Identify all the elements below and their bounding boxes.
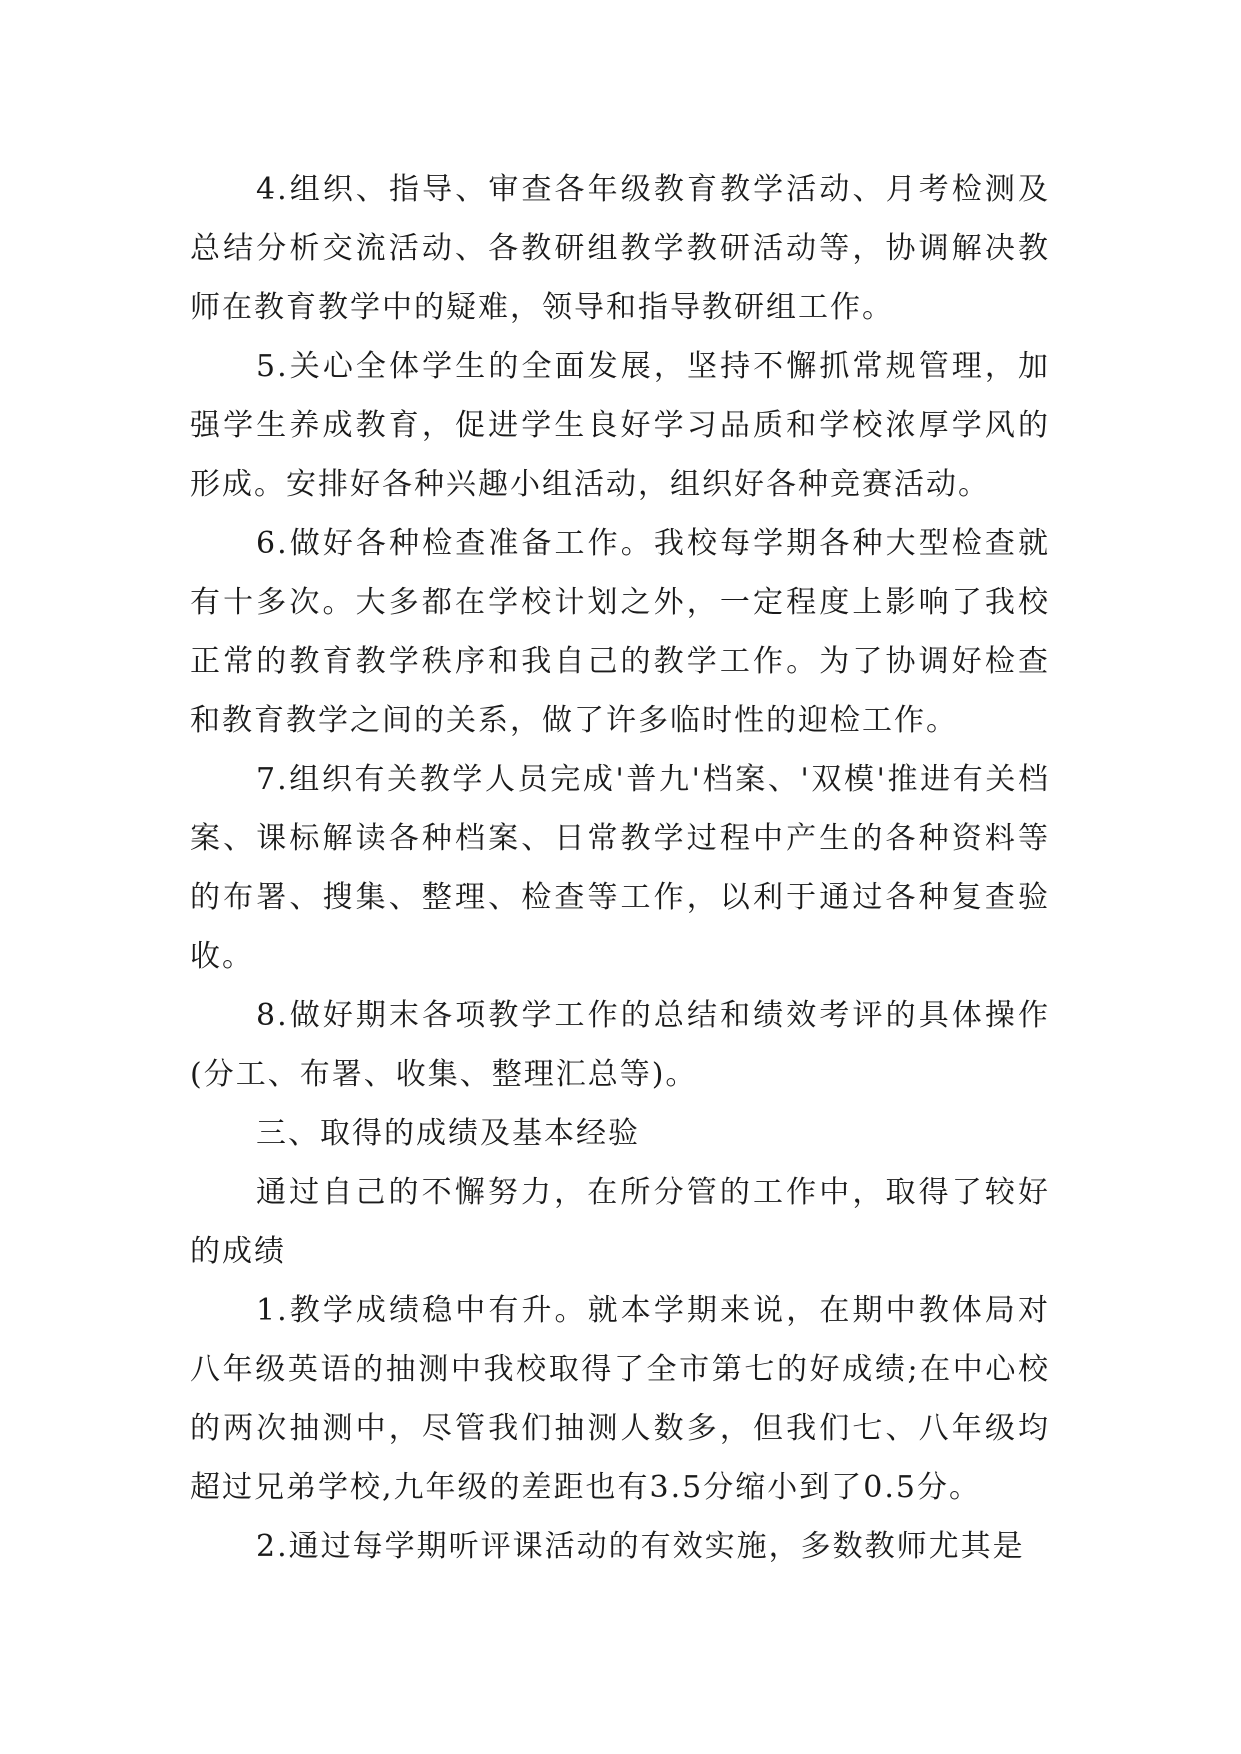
section-heading: 三、取得的成绩及基本经验 [256, 1116, 640, 1151]
document-body [190, 160, 1050, 1576]
section-intro: 通过自己的不懈努力，在所分管的工作中，取得了较好的成绩 [190, 1175, 1050, 1269]
paragraph-item-7: 7.组织有关教学人员完成'普九'档案、'双模'推进有关档案、课标解读各种档案、日常教学过程中产生的各种资料等的布署、搜集、整理、检查等工作，以利于通过各种复查验收。 [190, 762, 1050, 974]
achievement-item-1: 1.教学成绩稳中有升。就本学期来说，在期中教体局对八年级英语的抽测中我校取得了全市第七的好成绩;在中心校的两次抽测中，尽管我们抽测人数多，但我们七、八年级均超过兄弟学校,九年级的差距也有3.5分缩小到了0.5分。 [190, 1293, 1050, 1505]
paragraph-item-5: 5.关心全体学生的全面发展，坚持不懈抓常规管理，加强学生养成教育，促进学生良好学习品质和学校浓厚学风的形成。安排好各种兴趣小组活动，组织好各种竞赛活动。 [190, 349, 1050, 502]
paragraph-item-8: 8.做好期末各项教学工作的总结和绩效考评的具体操作(分工、布署、收集、整理汇总等)。 [190, 998, 1050, 1092]
achievement-item-2: 2.通过每学期听评课活动的有效实施，多数教师尤其是 [256, 1529, 1025, 1564]
paragraph-item-6: 6.做好各种检查准备工作。我校每学期各种大型检查就有十多次。大多都在学校计划之外，一定程度上影响了我校正常的教育教学秩序和我自己的教学工作。为了协调好检查和教育教学之间的关系，做了许多临时性的迎检工作。 [190, 526, 1050, 738]
paragraph-item-4: 4.组织、指导、审查各年级教育教学活动、月考检测及总结分析交流活动、各教研组教学教研活动等，协调解决教师在教育教学中的疑难，领导和指导教研组工作。 [190, 172, 1050, 325]
